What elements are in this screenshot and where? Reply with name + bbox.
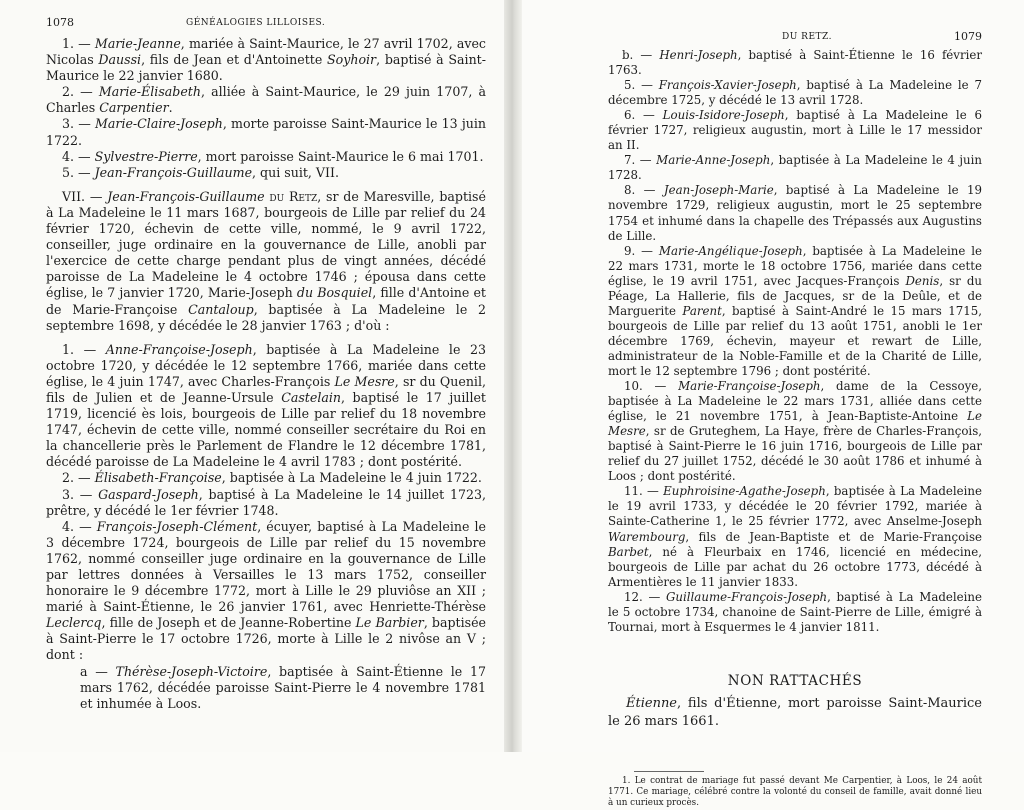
entry-therese-joseph-victoire: a — Thérèse-Joseph-Victoire, baptisée à Saint-Étienne le 17 mars 1762, décédée paroisse Saint-Pierre le 4 novembre 1781 et inhumée à Loos.: [80, 663, 487, 711]
book-gutter: [504, 0, 522, 752]
entry-elisabeth-francoise: 2. — Élisabeth-Françoise, baptisée à La Madeleine le 4 juin 1722.: [62, 470, 482, 486]
entry-anne-francoise-joseph: 1. — Anne-Françoise-Joseph, baptisée à La Madeleine le 23 octobre 1720, y décédée le 12 septembre 1766, mariée dans cette église, le 4 juin 1747, avec Charles-François Le Mesre, sr du Quenil, fils de Julien et de Jeanne-Ursule Castelain, baptisé le 17 juillet 1719, licencié ès lois, bourgeois de Lille par relief du 18 novembre 1747, échevin de cette ville, nommé conseiller secrétaire du Roi en la chancellerie près le Parlement de Flandre le 12 décembre 1781, décédé paroisse de La Madeleine le 4 avril 1783 ; dont postérité.: [46, 341, 486, 470]
right-page-header: [608, 28, 982, 48]
entry-jean-joseph-marie: 8. — Jean-Joseph-Marie, baptisé à La Madeleine le 19 novembre 1729, religieux augustin, mort le 25 septembre 1754 et inhumé dans la chapelle des Trépassés aux Augustins de Lille.: [608, 183, 982, 243]
entry-marie-anne-joseph: 7. — Marie-Anne-Joseph, baptisée à La Madeleine le 4 juin 1728.: [608, 153, 982, 183]
entry-sylvestre-pierre: 4. — Sylvestre-Pierre, mort paroisse Saint-Maurice le 6 mai 1701.: [62, 148, 484, 164]
entry-generation-vii: VII. — Jean-François-Guillaume du Retz, sr de Maresville, baptisé à La Madeleine le 11 mars 1687, bourgeois de Lille par relief du 24 février 1720, échevin de cette ville, nommé, le 9 avril 1722, conseiller, juge ordinaire en la gouvernance de Lille, anobli par l'exercice de cette charge pendant plus de vingt années, décédé paroisse de La Madeleine le 4 octobre 1746 ; épousa dans cette église, le 7 janvier 1720, Marie-Joseph du Bosquiel, fille d'Antoine et de Marie-Françoise Cantaloup, baptisée à La Madeleine le 2 septembre 1698, y décédée le 28 janvier 1763 ; d'où :: [46, 188, 487, 333]
entry-marie-elisabeth: 2. — Marie-Élisabeth, alliée à Saint-Maurice, le 29 juin 1707, à Charles Carpentier.: [46, 84, 487, 116]
right-running-head: DU RETZ.: [782, 32, 832, 42]
section-title-non-rattaches: NON RATTACHÉS: [727, 672, 863, 689]
entry-marie-claire-joseph: 3. — Marie-Claire-Joseph, morte paroisse Saint-Maurice le 13 juin 1722.: [46, 116, 486, 148]
entry-marie-jeanne: 1. — Marie-Jeanne, mariée à Saint-Maurice, le 27 avril 1702, avec Nicolas Daussi, fils de Jean et d'Antoinette Soyhoir, baptisé à Saint-Maurice le 22 janvier 1680.: [46, 36, 487, 84]
left-page: [0, 0, 504, 752]
left-page-number: 1078: [46, 16, 74, 29]
left-running-head: GÉNÉALOGIES LILLOISES.: [186, 18, 326, 28]
entry-euphroisine-agathe-joseph: 11. — Euphroisine-Agathe-Joseph, baptisée à La Madeleine le 19 avril 1733, y décédée le 20 février 1792, mariée à Sainte-Catherine 1, le 25 février 1772, avec Anselme-Joseph Warembourg, fils de Jean-Baptiste et de Marie-Françoise Barbet, né à Fleurbaix en 1746, licencié en médecine, bourgeois de Lille par achat du 26 octobre 1773, décédé à Armentières le 11 janvier 1833.: [608, 484, 983, 589]
right-page-number: 1079: [954, 30, 982, 43]
right-page: [522, 0, 1024, 809]
entry-henri-joseph: b. — Henri-Joseph, baptisé à Saint-Étienne le 16 février 1763.: [608, 48, 982, 78]
footnote-rule: [634, 771, 704, 772]
entry-marie-angelique-joseph: 9. — Marie-Angélique-Joseph, baptisée à La Madeleine le 22 mars 1731, morte le 18 octobre 1756, mariée dans cette église, le 19 avril 1751, avec Jacques-François Denis, sr du Péage, La Hallerie, fils de Jacques, sr de la Deûle, et de Marguerite Parent, baptisé à Saint-André le 15 mars 1715, bourgeois de Lille par relief du 13 août 1751, anobli le 1er décembre 1769, échevin, mayeur et rewart de Lille, administrateur de la Noble-Famille et de la Charité de Lille, mort le 12 septembre 1796 ; dont postérité.: [608, 243, 982, 378]
left-page-header: [46, 14, 486, 36]
entry-gaspard-joseph: 3. — Gaspard-Joseph, baptisé à La Madeleine le 14 juillet 1723, prêtre, y décédé le 1er février 1748.: [46, 486, 486, 518]
entry-francois-joseph-clement: 4. — François-Joseph-Clément, écuyer, baptisé à La Madeleine le 3 décembre 1724, bourgeois de Lille par relief du 15 novembre 1762, nommé conseiller juge ordinaire en la gouvernance de Lille par lettres données à Versailles le 13 mars 1752, conseiller honoraire le 9 décembre 1772, mort à Lille le 29 pluviôse an XII ; marié à Saint-Étienne, le 26 janvier 1761, avec Henriette-Thérèse Leclercq, fille de Joseph et de Jeanne-Robertine Le Barbier, baptisée à Saint-Pierre le 17 octobre 1726, morte à Lille le 2 nivôse an V ; dont :: [46, 518, 487, 663]
entry-marie-francoise-joseph: 10. — Marie-Françoise-Joseph, dame de la Cessoye, baptisée à La Madeleine le 22 mars 1731, alliée dans cette église, le 21 novembre 1751, à Jean-Baptiste-Antoine Le Mesre, sr de Gruteghem, La Haye, frère de Charles-François, baptisé à Saint-Pierre le 16 juin 1716, bourgeois de Lille par relief du 27 juillet 1752, décédé le 30 août 1786 et inhumé à Loos ; dont postérité.: [608, 379, 982, 484]
entry-francois-xavier-joseph: 5. — François-Xavier-Joseph, baptisé à La Madeleine le 7 décembre 1725, y décédé le 13 avril 1728.: [608, 78, 982, 108]
entry-guillaume-francois-joseph: 12. — Guillaume-François-Joseph, baptisé à La Madeleine le 5 octobre 1734, chanoine de Saint-Pierre de Lille, émigré à Tournai, mort à Esquermes le 4 janvier 1811.: [608, 589, 982, 634]
entry-louis-isidore-joseph: 6. — Louis-Isidore-Joseph, baptisé à La Madeleine le 6 février 1727, religieux augustin, mort à Lille le 17 messidor an II.: [608, 108, 982, 153]
entry-etienne: Étienne, fils d'Étienne, mort paroisse Saint-Maurice le 26 mars 1661.: [608, 695, 982, 729]
footnote: 1. Le contrat de mariage fut passé devant Me Carpentier, à Loos, le 24 août 1771. Ce mariage, célébré contre la volonté du conseil de famille, avait donné lieu à un curieux procès.: [608, 775, 982, 809]
entry-jean-francois-guillaume: 5. — Jean-François-Guillaume, qui suit, VII.: [62, 164, 339, 180]
